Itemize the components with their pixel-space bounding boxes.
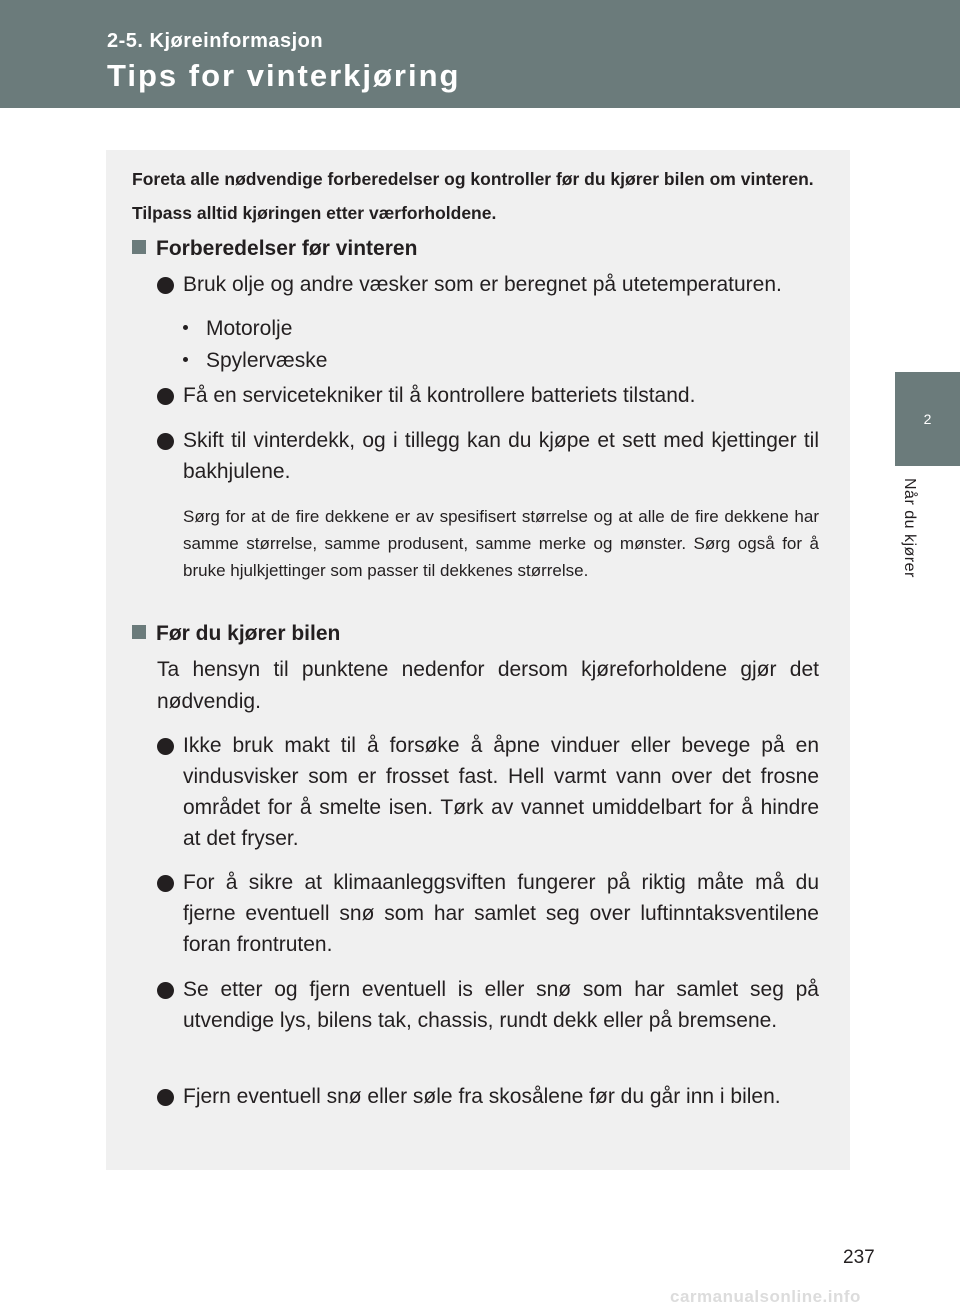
bullet-icon — [157, 433, 174, 450]
list-item: Se etter og fjern eventuell is eller snø som har samlet seg på utvendige lys, bilens tak, chassis, rundt dekk eller på bremsene. — [183, 978, 819, 1032]
bullet-icon — [157, 738, 174, 755]
square-bullet-icon — [132, 240, 146, 254]
sub-list-item-text: Spylervæske — [206, 349, 328, 372]
sub-list-item — [183, 313, 292, 344]
list-item: Skift til vinterdekk, og i tillegg kan du kjøpe et sett med kjettinger til bakhjulene. — [183, 429, 819, 483]
square-bullet-icon — [132, 625, 146, 639]
chapter-tab-number: 2 — [923, 411, 932, 427]
bullet-icon — [157, 982, 174, 999]
page-title: Tips for vinterkjøring — [107, 58, 461, 93]
list-item: Ikke bruk makt til å forsøke å åpne vinduer eller bevege på en vindusvisker som er frosset fast. Hell varmt vann over det frosne området for å smelte isen. Tørk av vannet umiddelbart for å hindre at det fryser. — [183, 734, 819, 850]
watermark: carmanualsonline.info — [670, 1287, 861, 1306]
section-label: 2-5. Kjøreinformasjon — [107, 30, 324, 52]
section-intro: Ta hensyn til punktene nedenfor dersom kjøreforholdene gjør det nødvendig. — [157, 658, 819, 713]
chapter-caption: Når du kjører — [901, 478, 918, 578]
small-bullet-icon — [183, 325, 188, 330]
list-item: For å sikre at klimaanleggsviften fungerer på riktig måte må du fjerne eventuell snø som har samlet seg over luftinntaksventilene foran frontruten. — [183, 871, 819, 956]
bullet-icon — [157, 388, 174, 405]
sub-list-item — [183, 345, 327, 376]
page-number: 237 — [843, 1247, 875, 1268]
section-heading-winter-prep — [132, 234, 417, 264]
list-item: Få en servicetekniker til å kontrollere batteriets tilstand. — [183, 384, 696, 407]
small-bullet-icon — [183, 357, 188, 362]
list-item: Bruk olje og andre væsker som er beregnet på utetemperaturen. — [183, 273, 782, 296]
section-heading-before-driving — [132, 619, 340, 649]
chapter-tab[interactable] — [895, 372, 960, 466]
intro-text: Foreta alle nødvendige forberedelser og kontroller før du kjører bilen om vinteren. Tilpass alltid kjøringen etter værforholdene. — [132, 169, 814, 223]
bullet-icon — [157, 1089, 174, 1106]
section-heading-text: Før du kjører bilen — [156, 622, 341, 645]
list-item: Fjern eventuell snø eller søle fra skosålene før du går inn i bilen. — [183, 1085, 781, 1108]
section-heading-text: Forberedelser før vinteren — [156, 237, 418, 260]
note-text: Sørg for at de fire dekkene er av spesifisert størrelse og at alle de fire dekkene har samme størrelse, samme produsent, samme merke og mønster. Sørg også for å bruke hjulkjettinger som passer til dekkenes størrelse. — [183, 507, 819, 580]
bullet-icon — [157, 277, 174, 294]
bullet-icon — [157, 875, 174, 892]
sub-list-item-text: Motorolje — [206, 317, 293, 340]
